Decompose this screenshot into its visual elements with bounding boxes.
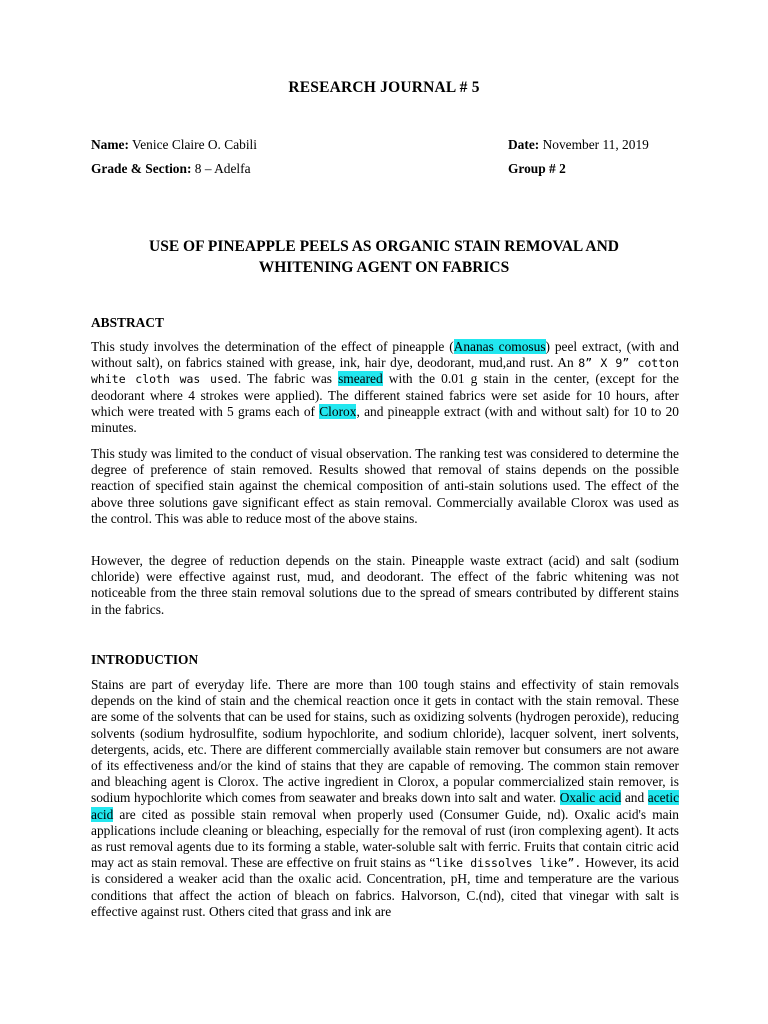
grade-line [91,161,251,177]
paper-title [80,236,688,278]
intro-p1-text-d: However, its acid is considered a weaker acid than the oxalic acid. Concentration, pH, time and temperature are the various conditions that affect the action of bleach on fabrics. Halvorson, C.(nd), cited that vinegar with salt is effective against rust. Others cited that grass and ink are [91,855,679,919]
name-line [91,137,257,153]
date-label: Date: [508,137,540,152]
date-value: November 11, 2019 [542,137,649,152]
abstract-paragraph-2: This study was limited to the conduct of visual observation. The ranking test was considered to determine the degree of preference of stain removed. Results showed that removal of stains depends on the possible reaction of specified stain against the chemical composition of anti-stain solutions used. The effect of the above three solutions gave significant effect as stain removal. Commercially available Clorox was used as the control. This was able to reduce most of the above stains. [91,446,679,526]
abstract-p1-text-d: with the 0.01 g stain in the center, (except for the deodorant where 4 strokes were applied). The different stained fabrics were set aside for 10 hours, after which were treated with 5 grams each of [91,371,679,419]
abstract-p1-mono: 8” X 9” cotton white cloth was used [91,356,679,387]
abstract-paragraph-1 [91,339,679,436]
group-label: Group # 2 [508,161,566,176]
highlight-ananas-comosus: Ananas comosus [453,339,546,354]
name-label: Name: [91,137,129,152]
group-line [508,161,566,177]
abstract-paragraph-3: However, the degree of reduction depends on the stain. Pineapple waste extract (acid) and salt (sodium chloride) were effective against rust, mud, and deodorant. The effect of the fabric whitening was not noticeable from the three stain removal solutions due to the spread of smears contributed by different stains in the fabrics. [91,553,679,617]
grade-value: 8 – Adelfa [194,161,251,176]
name-value: Venice Claire O. Cabili [132,137,257,152]
intro-p1-mono: like dissolves like”. [435,856,582,871]
highlight-acetic-acid: acetic acid [91,790,680,822]
intro-p1-text-b: and [621,790,648,806]
intro-p1-text-c: are cited as possible stain removal when properly used (Consumer Guide, nd). Oxalic acid's main applications include cleaning or bleaching, especially for the removal of rust (iron complexing agent). It acts as rust removal agents due to its forming a stable, water-soluble salt with ferric. Fruits that contain citric acid may act as stain removal. These are effective on fruit stains as “ [91,806,679,871]
abstract-heading: ABSTRACT [91,315,164,330]
grade-label: Grade & Section: [91,161,192,176]
introduction-paragraph-1 [91,677,679,920]
journal-title: RESEARCH JOURNAL # 5 [288,79,480,96]
abstract-p1-text-e: , and pineapple extract (with and without salt) for 10 to 20 minutes. [91,403,679,436]
highlight-smeared: smeared [338,371,383,387]
paper-title-line2: WHITENING AGENT ON FABRICS [258,259,510,276]
date-line [508,137,649,153]
introduction-heading: INTRODUCTION [91,652,199,667]
highlight-oxalic-acid: Oxalic acid [559,790,622,806]
abstract-p1-text-c: . The fabric was [237,371,339,387]
abstract-p1-text-b: ) peel extract, (with and without salt), on fabrics stained with grease, ink, hair dye, deodorant, mud,and rust. An [91,339,679,371]
abstract-p1-text-a: This study involves the determination of the effect of pineapple ( [91,339,454,354]
intro-p1-text-a: Stains are part of everyday life. There are more than 100 tough stains and effectivity of stain removals depends on the kind of stain and the chemical reaction once it gets in contact with the stain removal. These are some of the solvents that can be used for stains, such as oxidizing solvents (hydrogen peroxide), reducing solvents (sodium hydrosulfite, sodium hypochlorite, and sodium chloride), lacquer solvent, inert solvents, detergents, acids, etc. There are different commercially available stain remover but consumers are not aware of its effectiveness and/or the kind of stains that they are capable of removing. The common stain remover and bleaching agent is Clorox. The active ingredient in Clorox, a popular commercialized stain remover, is sodium hypochlorite which comes from seawater and breaks down into salt and water. [91,677,679,806]
paper-title-line1: USE OF PINEAPPLE PEELS AS ORGANIC STAIN REMOVAL AND [149,238,619,255]
highlight-clorox: Clorox [319,403,357,419]
